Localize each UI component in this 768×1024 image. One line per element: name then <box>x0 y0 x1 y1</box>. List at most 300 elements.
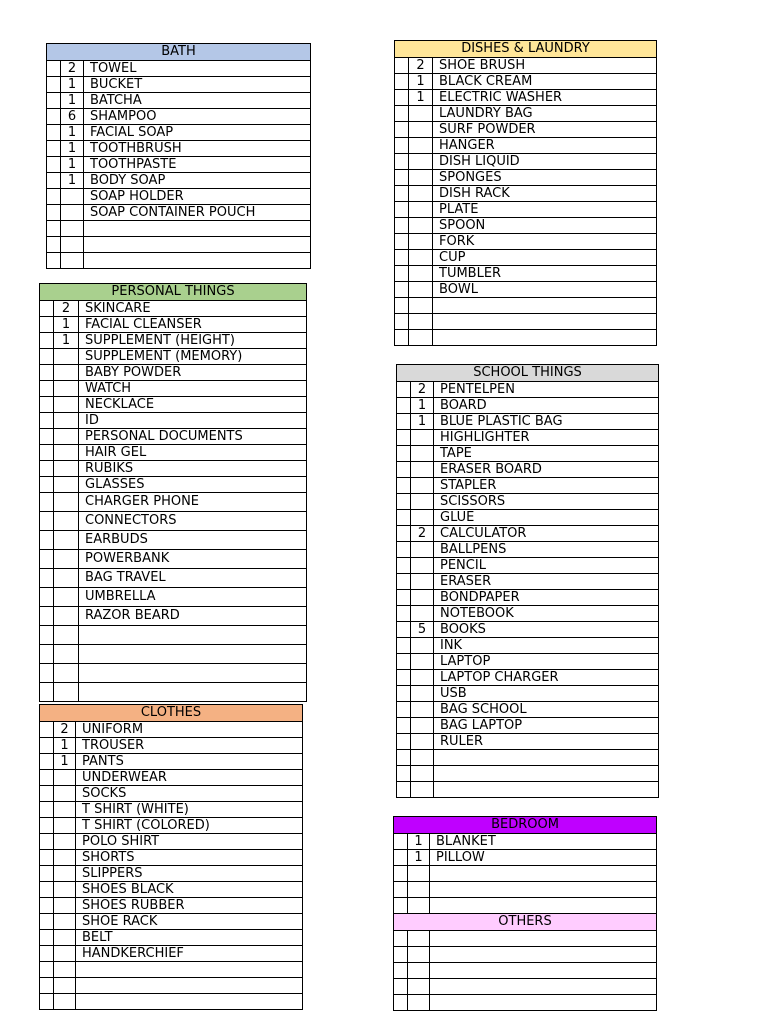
quantity-cell[interactable] <box>411 782 434 798</box>
check-cell[interactable] <box>397 574 411 590</box>
quantity-cell[interactable] <box>411 766 434 782</box>
item-name-cell[interactable]: ID <box>79 413 307 429</box>
quantity-cell[interactable] <box>54 512 79 531</box>
check-cell[interactable] <box>40 866 54 882</box>
item-name-cell[interactable]: BLACK CREAM <box>433 74 657 90</box>
check-cell[interactable] <box>40 914 54 930</box>
check-cell[interactable] <box>47 205 61 221</box>
quantity-cell[interactable] <box>61 237 84 253</box>
check-cell[interactable] <box>397 750 411 766</box>
quantity-cell[interactable] <box>411 590 434 606</box>
quantity-cell[interactable]: 2 <box>61 61 84 77</box>
check-cell[interactable] <box>397 654 411 670</box>
item-name-cell[interactable]: BAG TRAVEL <box>79 569 307 588</box>
quantity-cell[interactable] <box>61 205 84 221</box>
check-cell[interactable] <box>397 430 411 446</box>
item-name-cell[interactable]: TOOTHPASTE <box>84 157 311 173</box>
quantity-cell[interactable] <box>54 818 76 834</box>
check-cell[interactable] <box>40 946 54 962</box>
check-cell[interactable] <box>395 154 409 170</box>
check-cell[interactable] <box>397 606 411 622</box>
check-cell[interactable] <box>397 670 411 686</box>
quantity-cell[interactable] <box>54 349 79 365</box>
check-cell[interactable] <box>397 510 411 526</box>
item-name-cell[interactable] <box>430 866 657 882</box>
quantity-cell[interactable] <box>411 654 434 670</box>
quantity-cell[interactable] <box>54 413 79 429</box>
check-cell[interactable] <box>40 301 54 317</box>
check-cell[interactable] <box>40 445 54 461</box>
check-cell[interactable] <box>397 542 411 558</box>
check-cell[interactable] <box>397 622 411 638</box>
item-name-cell[interactable]: SHORTS <box>76 850 303 866</box>
quantity-cell[interactable] <box>409 186 433 202</box>
item-name-cell[interactable]: GLASSES <box>79 477 307 493</box>
quantity-cell[interactable] <box>411 606 434 622</box>
item-name-cell[interactable]: BELT <box>76 930 303 946</box>
item-name-cell[interactable] <box>430 898 657 914</box>
check-cell[interactable] <box>395 266 409 282</box>
check-cell[interactable] <box>47 221 61 237</box>
item-name-cell[interactable]: LAPTOP CHARGER <box>434 670 659 686</box>
check-cell[interactable] <box>40 962 54 978</box>
item-name-cell[interactable]: SURF POWDER <box>433 122 657 138</box>
item-name-cell[interactable] <box>79 664 307 683</box>
item-name-cell[interactable]: PENCIL <box>434 558 659 574</box>
quantity-cell[interactable] <box>61 221 84 237</box>
item-name-cell[interactable] <box>76 962 303 978</box>
quantity-cell[interactable]: 2 <box>54 301 79 317</box>
item-name-cell[interactable] <box>434 766 659 782</box>
item-name-cell[interactable]: USB <box>434 686 659 702</box>
check-cell[interactable] <box>394 834 408 850</box>
quantity-cell[interactable] <box>411 670 434 686</box>
item-name-cell[interactable] <box>430 963 657 979</box>
item-name-cell[interactable] <box>430 995 657 1011</box>
check-cell[interactable] <box>397 702 411 718</box>
check-cell[interactable] <box>40 818 54 834</box>
check-cell[interactable] <box>394 882 408 898</box>
quantity-cell[interactable]: 1 <box>54 754 76 770</box>
item-name-cell[interactable]: TOOTHBRUSH <box>84 141 311 157</box>
check-cell[interactable] <box>40 429 54 445</box>
item-name-cell[interactable] <box>430 882 657 898</box>
check-cell[interactable] <box>397 782 411 798</box>
item-name-cell[interactable] <box>76 978 303 994</box>
quantity-cell[interactable] <box>409 218 433 234</box>
quantity-cell[interactable] <box>54 866 76 882</box>
check-cell[interactable] <box>40 664 54 683</box>
check-cell[interactable] <box>397 446 411 462</box>
quantity-cell[interactable] <box>408 947 430 963</box>
item-name-cell[interactable]: POWERBANK <box>79 550 307 569</box>
check-cell[interactable] <box>47 125 61 141</box>
quantity-cell[interactable] <box>411 542 434 558</box>
quantity-cell[interactable]: 1 <box>61 77 84 93</box>
quantity-cell[interactable] <box>411 494 434 510</box>
check-cell[interactable] <box>40 738 54 754</box>
item-name-cell[interactable]: RUBIKS <box>79 461 307 477</box>
quantity-cell[interactable] <box>411 750 434 766</box>
quantity-cell[interactable]: 2 <box>409 58 433 74</box>
quantity-cell[interactable]: 1 <box>411 414 434 430</box>
item-name-cell[interactable]: ERASER BOARD <box>434 462 659 478</box>
quantity-cell[interactable] <box>408 882 430 898</box>
quantity-cell[interactable] <box>409 282 433 298</box>
item-name-cell[interactable]: HANGER <box>433 138 657 154</box>
item-name-cell[interactable]: WATCH <box>79 381 307 397</box>
check-cell[interactable] <box>395 58 409 74</box>
check-cell[interactable] <box>395 74 409 90</box>
check-cell[interactable] <box>397 414 411 430</box>
check-cell[interactable] <box>40 626 54 645</box>
check-cell[interactable] <box>40 397 54 413</box>
quantity-cell[interactable]: 1 <box>61 157 84 173</box>
quantity-cell[interactable] <box>54 550 79 569</box>
check-cell[interactable] <box>40 333 54 349</box>
item-name-cell[interactable] <box>433 298 657 314</box>
quantity-cell[interactable]: 2 <box>411 382 434 398</box>
check-cell[interactable] <box>40 531 54 550</box>
item-name-cell[interactable]: LAPTOP <box>434 654 659 670</box>
item-name-cell[interactable] <box>84 221 311 237</box>
quantity-cell[interactable] <box>409 106 433 122</box>
check-cell[interactable] <box>394 963 408 979</box>
quantity-cell[interactable] <box>54 445 79 461</box>
quantity-cell[interactable] <box>408 898 430 914</box>
item-name-cell[interactable]: BLANKET <box>430 834 657 850</box>
check-cell[interactable] <box>397 462 411 478</box>
quantity-cell[interactable]: 1 <box>54 333 79 349</box>
quantity-cell[interactable] <box>408 979 430 995</box>
check-cell[interactable] <box>395 186 409 202</box>
item-name-cell[interactable] <box>84 237 311 253</box>
item-name-cell[interactable]: TAPE <box>434 446 659 462</box>
check-cell[interactable] <box>40 512 54 531</box>
quantity-cell[interactable] <box>409 250 433 266</box>
item-name-cell[interactable] <box>434 782 659 798</box>
check-cell[interactable] <box>397 382 411 398</box>
check-cell[interactable] <box>40 607 54 626</box>
quantity-cell[interactable] <box>408 931 430 947</box>
item-name-cell[interactable]: ELECTRIC WASHER <box>433 90 657 106</box>
item-name-cell[interactable]: DISH LIQUID <box>433 154 657 170</box>
check-cell[interactable] <box>397 398 411 414</box>
check-cell[interactable] <box>47 61 61 77</box>
quantity-cell[interactable] <box>411 478 434 494</box>
item-name-cell[interactable]: BODY SOAP <box>84 173 311 189</box>
item-name-cell[interactable]: SLIPPERS <box>76 866 303 882</box>
quantity-cell[interactable] <box>54 962 76 978</box>
quantity-cell[interactable] <box>54 607 79 626</box>
item-name-cell[interactable]: PANTS <box>76 754 303 770</box>
check-cell[interactable] <box>394 898 408 914</box>
item-name-cell[interactable]: BUCKET <box>84 77 311 93</box>
item-name-cell[interactable]: CUP <box>433 250 657 266</box>
quantity-cell[interactable] <box>54 898 76 914</box>
check-cell[interactable] <box>395 90 409 106</box>
quantity-cell[interactable] <box>411 462 434 478</box>
item-name-cell[interactable]: SHOES RUBBER <box>76 898 303 914</box>
quantity-cell[interactable] <box>54 930 76 946</box>
quantity-cell[interactable] <box>54 786 76 802</box>
quantity-cell[interactable] <box>54 365 79 381</box>
item-name-cell[interactable]: SHOES BLACK <box>76 882 303 898</box>
item-name-cell[interactable]: SPONGES <box>433 170 657 186</box>
check-cell[interactable] <box>395 314 409 330</box>
check-cell[interactable] <box>395 122 409 138</box>
item-name-cell[interactable]: LAUNDRY BAG <box>433 106 657 122</box>
check-cell[interactable] <box>40 850 54 866</box>
quantity-cell[interactable] <box>61 253 84 269</box>
item-name-cell[interactable]: TUMBLER <box>433 266 657 282</box>
check-cell[interactable] <box>397 494 411 510</box>
check-cell[interactable] <box>397 478 411 494</box>
check-cell[interactable] <box>47 93 61 109</box>
item-name-cell[interactable]: DISH RACK <box>433 186 657 202</box>
check-cell[interactable] <box>394 979 408 995</box>
item-name-cell[interactable]: TOWEL <box>84 61 311 77</box>
check-cell[interactable] <box>40 477 54 493</box>
check-cell[interactable] <box>395 234 409 250</box>
item-name-cell[interactable]: BOWL <box>433 282 657 298</box>
check-cell[interactable] <box>40 381 54 397</box>
item-name-cell[interactable]: HIGHLIGHTER <box>434 430 659 446</box>
check-cell[interactable] <box>47 253 61 269</box>
item-name-cell[interactable]: STAPLER <box>434 478 659 494</box>
quantity-cell[interactable] <box>411 718 434 734</box>
item-name-cell[interactable]: BATCHA <box>84 93 311 109</box>
item-name-cell[interactable]: T SHIRT (WHITE) <box>76 802 303 818</box>
check-cell[interactable] <box>395 202 409 218</box>
quantity-cell[interactable] <box>54 664 79 683</box>
check-cell[interactable] <box>40 898 54 914</box>
quantity-cell[interactable] <box>409 202 433 218</box>
quantity-cell[interactable] <box>409 234 433 250</box>
item-name-cell[interactable] <box>434 750 659 766</box>
check-cell[interactable] <box>40 882 54 898</box>
quantity-cell[interactable] <box>54 683 79 702</box>
quantity-cell[interactable]: 1 <box>411 398 434 414</box>
check-cell[interactable] <box>40 802 54 818</box>
quantity-cell[interactable] <box>411 734 434 750</box>
check-cell[interactable] <box>395 250 409 266</box>
item-name-cell[interactable]: BAG SCHOOL <box>434 702 659 718</box>
check-cell[interactable] <box>47 189 61 205</box>
item-name-cell[interactable]: INK <box>434 638 659 654</box>
item-name-cell[interactable]: CONNECTORS <box>79 512 307 531</box>
quantity-cell[interactable]: 1 <box>54 738 76 754</box>
item-name-cell[interactable] <box>76 994 303 1010</box>
item-name-cell[interactable]: UNDERWEAR <box>76 770 303 786</box>
check-cell[interactable] <box>40 770 54 786</box>
check-cell[interactable] <box>394 866 408 882</box>
item-name-cell[interactable] <box>430 979 657 995</box>
check-cell[interactable] <box>395 218 409 234</box>
quantity-cell[interactable] <box>54 994 76 1010</box>
quantity-cell[interactable]: 1 <box>409 90 433 106</box>
check-cell[interactable] <box>395 282 409 298</box>
item-name-cell[interactable]: PILLOW <box>430 850 657 866</box>
quantity-cell[interactable]: 1 <box>61 125 84 141</box>
check-cell[interactable] <box>40 683 54 702</box>
quantity-cell[interactable] <box>411 686 434 702</box>
quantity-cell[interactable]: 1 <box>408 834 430 850</box>
quantity-cell[interactable] <box>54 531 79 550</box>
check-cell[interactable] <box>397 686 411 702</box>
item-name-cell[interactable]: BALLPENS <box>434 542 659 558</box>
item-name-cell[interactable] <box>430 931 657 947</box>
check-cell[interactable] <box>47 237 61 253</box>
quantity-cell[interactable] <box>409 314 433 330</box>
check-cell[interactable] <box>47 141 61 157</box>
check-cell[interactable] <box>397 638 411 654</box>
item-name-cell[interactable]: SUPPLEMENT (HEIGHT) <box>79 333 307 349</box>
quantity-cell[interactable]: 1 <box>54 317 79 333</box>
item-name-cell[interactable] <box>79 645 307 664</box>
check-cell[interactable] <box>40 978 54 994</box>
check-cell[interactable] <box>397 734 411 750</box>
quantity-cell[interactable] <box>54 802 76 818</box>
item-name-cell[interactable]: CHARGER PHONE <box>79 493 307 512</box>
check-cell[interactable] <box>40 588 54 607</box>
check-cell[interactable] <box>40 569 54 588</box>
quantity-cell[interactable] <box>408 995 430 1011</box>
quantity-cell[interactable] <box>54 569 79 588</box>
check-cell[interactable] <box>40 645 54 664</box>
quantity-cell[interactable] <box>54 946 76 962</box>
check-cell[interactable] <box>40 461 54 477</box>
quantity-cell[interactable]: 5 <box>411 622 434 638</box>
quantity-cell[interactable]: 2 <box>411 526 434 542</box>
item-name-cell[interactable]: FACIAL CLEANSER <box>79 317 307 333</box>
quantity-cell[interactable]: 1 <box>61 93 84 109</box>
check-cell[interactable] <box>397 558 411 574</box>
check-cell[interactable] <box>40 413 54 429</box>
item-name-cell[interactable]: EARBUDS <box>79 531 307 550</box>
quantity-cell[interactable] <box>409 122 433 138</box>
check-cell[interactable] <box>40 349 54 365</box>
quantity-cell[interactable] <box>61 189 84 205</box>
quantity-cell[interactable] <box>54 978 76 994</box>
check-cell[interactable] <box>395 138 409 154</box>
quantity-cell[interactable]: 1 <box>61 173 84 189</box>
quantity-cell[interactable] <box>54 477 79 493</box>
item-name-cell[interactable] <box>430 947 657 963</box>
quantity-cell[interactable] <box>54 429 79 445</box>
quantity-cell[interactable] <box>408 866 430 882</box>
check-cell[interactable] <box>394 931 408 947</box>
check-cell[interactable] <box>40 786 54 802</box>
check-cell[interactable] <box>40 754 54 770</box>
check-cell[interactable] <box>394 995 408 1011</box>
check-cell[interactable] <box>395 330 409 346</box>
check-cell[interactable] <box>397 766 411 782</box>
item-name-cell[interactable]: POLO SHIRT <box>76 834 303 850</box>
quantity-cell[interactable] <box>54 461 79 477</box>
quantity-cell[interactable]: 1 <box>61 141 84 157</box>
quantity-cell[interactable] <box>54 493 79 512</box>
item-name-cell[interactable]: BOARD <box>434 398 659 414</box>
item-name-cell[interactable]: RAZOR BEARD <box>79 607 307 626</box>
item-name-cell[interactable]: FACIAL SOAP <box>84 125 311 141</box>
quantity-cell[interactable] <box>409 266 433 282</box>
item-name-cell[interactable]: BOOKS <box>434 622 659 638</box>
item-name-cell[interactable]: T SHIRT (COLORED) <box>76 818 303 834</box>
check-cell[interactable] <box>40 930 54 946</box>
item-name-cell[interactable] <box>84 253 311 269</box>
item-name-cell[interactable]: NECKLACE <box>79 397 307 413</box>
quantity-cell[interactable]: 6 <box>61 109 84 125</box>
quantity-cell[interactable] <box>54 834 76 850</box>
quantity-cell[interactable]: 1 <box>408 850 430 866</box>
item-name-cell[interactable]: HAIR GEL <box>79 445 307 461</box>
quantity-cell[interactable] <box>409 138 433 154</box>
quantity-cell[interactable] <box>54 914 76 930</box>
check-cell[interactable] <box>40 317 54 333</box>
check-cell[interactable] <box>40 493 54 512</box>
item-name-cell[interactable]: NOTEBOOK <box>434 606 659 622</box>
quantity-cell[interactable] <box>411 574 434 590</box>
quantity-cell[interactable] <box>411 702 434 718</box>
quantity-cell[interactable] <box>409 298 433 314</box>
quantity-cell[interactable] <box>411 510 434 526</box>
item-name-cell[interactable]: SOCKS <box>76 786 303 802</box>
check-cell[interactable] <box>395 170 409 186</box>
item-name-cell[interactable]: SHAMPOO <box>84 109 311 125</box>
quantity-cell[interactable] <box>54 882 76 898</box>
item-name-cell[interactable] <box>79 683 307 702</box>
item-name-cell[interactable]: SUPPLEMENT (MEMORY) <box>79 349 307 365</box>
item-name-cell[interactable]: SOAP HOLDER <box>84 189 311 205</box>
quantity-cell[interactable] <box>54 397 79 413</box>
item-name-cell[interactable]: UMBRELLA <box>79 588 307 607</box>
quantity-cell[interactable] <box>54 381 79 397</box>
quantity-cell[interactable]: 1 <box>409 74 433 90</box>
quantity-cell[interactable] <box>54 770 76 786</box>
quantity-cell[interactable] <box>54 588 79 607</box>
quantity-cell[interactable] <box>54 645 79 664</box>
item-name-cell[interactable]: PLATE <box>433 202 657 218</box>
quantity-cell[interactable] <box>409 330 433 346</box>
item-name-cell[interactable]: TROUSER <box>76 738 303 754</box>
item-name-cell[interactable] <box>79 626 307 645</box>
item-name-cell[interactable]: SOAP CONTAINER POUCH <box>84 205 311 221</box>
item-name-cell[interactable] <box>433 330 657 346</box>
check-cell[interactable] <box>397 718 411 734</box>
item-name-cell[interactable] <box>433 314 657 330</box>
item-name-cell[interactable]: BABY POWDER <box>79 365 307 381</box>
item-name-cell[interactable]: BLUE PLASTIC BAG <box>434 414 659 430</box>
check-cell[interactable] <box>397 590 411 606</box>
check-cell[interactable] <box>395 106 409 122</box>
quantity-cell[interactable] <box>411 558 434 574</box>
check-cell[interactable] <box>47 173 61 189</box>
check-cell[interactable] <box>397 526 411 542</box>
check-cell[interactable] <box>40 834 54 850</box>
item-name-cell[interactable]: ERASER <box>434 574 659 590</box>
item-name-cell[interactable]: SPOON <box>433 218 657 234</box>
quantity-cell[interactable] <box>54 626 79 645</box>
item-name-cell[interactable]: BONDPAPER <box>434 590 659 606</box>
check-cell[interactable] <box>395 298 409 314</box>
quantity-cell[interactable] <box>411 430 434 446</box>
quantity-cell[interactable] <box>408 963 430 979</box>
item-name-cell[interactable]: BAG LAPTOP <box>434 718 659 734</box>
quantity-cell[interactable] <box>411 446 434 462</box>
quantity-cell[interactable] <box>409 170 433 186</box>
item-name-cell[interactable]: SHOE BRUSH <box>433 58 657 74</box>
